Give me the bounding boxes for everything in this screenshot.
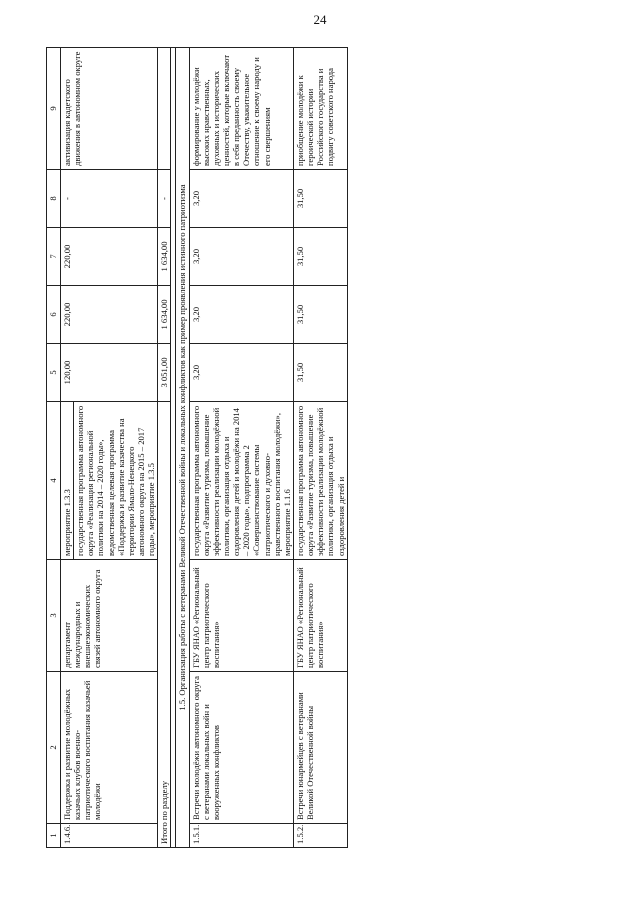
total-col9 bbox=[158, 48, 171, 170]
value-col7: 31,50 bbox=[293, 228, 347, 286]
total-col5: 3 051,00 bbox=[158, 344, 171, 402]
program-text: государственная программа автономного округа «Развитие туризма, повышение эффективности реализации молодёжной политики, организация отдыха и оздоровления детей и молодёжи на 2014 – 2020 годы», подпрограмма 2 «Совершенствование системы патриотического и духовно-нравственного воспитания молодёжи», мероприятие 1.1.6 bbox=[189, 402, 293, 560]
col-header-2: 2 bbox=[47, 672, 61, 824]
program-text: государственная программа автономного округа «Развитие туризма, повышение эффективности реализации молодёжной политики, организация отдыха и оздоровления детей и bbox=[293, 402, 347, 560]
col-header-8: 8 bbox=[47, 170, 61, 228]
program-text: государственная программа автономного округа «Реализация региональной политики на 2014 – 2020 годы», ведомственная целевая программа «Поддержка и развитие казачества на территории Ямало-Ненецкого автономного округа на 2015 – 2017 годы», мероприятие 1.3.5 bbox=[75, 405, 157, 556]
col-header-3: 3 bbox=[47, 560, 61, 672]
section-title: 1.5. Организация работы с ветеранами Великой Отечественной войны и локальных конфликтов как пример проявления истинного патриотизма bbox=[176, 48, 189, 848]
expected-result: активизация кадетского движения в автономном округе bbox=[61, 48, 158, 170]
row-number: 1.5.2. bbox=[293, 824, 347, 848]
col-header-5: 5 bbox=[47, 344, 61, 402]
total-col6: 1 634,00 bbox=[158, 286, 171, 344]
value-col5: 31,50 bbox=[293, 344, 347, 402]
section-title-row bbox=[176, 48, 189, 848]
executor: ГБУ ЯНАО «Региональный центр патриотического воспитания» bbox=[293, 560, 347, 672]
executor: ГБУ ЯНАО «Региональный центр патриотического воспитания» bbox=[189, 560, 293, 672]
program-table bbox=[46, 47, 348, 848]
executor: департамент международных и внешнеэкономических связей автономного округа bbox=[61, 560, 158, 672]
value-col8: - bbox=[61, 170, 158, 228]
col-header-6: 6 bbox=[47, 286, 61, 344]
expected-result: формирование у молодёжи высоких нравственных, духовных и исторических ценностей, которые включают в себя преданность своему Отечеству, уважительное отношение к своему народу и его свершениям bbox=[189, 48, 293, 170]
table-row-1-4-6 bbox=[61, 48, 158, 848]
value-col8: 3,20 bbox=[189, 170, 293, 228]
col-header-4: 4 bbox=[47, 402, 61, 560]
row-number: 1.4.6. bbox=[61, 824, 158, 848]
value-col6: 3,20 bbox=[189, 286, 293, 344]
program-cell bbox=[61, 402, 158, 560]
value-col7: 220,00 bbox=[61, 228, 158, 286]
col-header-7: 7 bbox=[47, 228, 61, 286]
expected-result: приобщение молодёжи к героической истории Российского государства и подвигу советского народа bbox=[293, 48, 347, 170]
value-col7: 3,20 bbox=[189, 228, 293, 286]
rotated-table-container bbox=[46, 48, 594, 848]
value-col6: 220,00 bbox=[61, 286, 158, 344]
table-row-1-5-2 bbox=[293, 48, 347, 848]
activity-name: Встречи юнармейцев с ветеранами Великой Отечественной войны bbox=[293, 672, 347, 824]
col-header-9: 9 bbox=[47, 48, 61, 170]
row-number: 1.5.1. bbox=[189, 824, 293, 848]
total-col8: - bbox=[158, 170, 171, 228]
header-row bbox=[47, 48, 61, 848]
col-header-1: 1 bbox=[47, 824, 61, 848]
program-head: мероприятие 1.3.3 bbox=[62, 402, 74, 559]
activity-name: Встречи молодёжи автономного округа с ветеранами локальных войн и вооруженных конфликтов bbox=[189, 672, 293, 824]
section-total-row bbox=[158, 48, 171, 848]
table-row-1-5-1 bbox=[189, 48, 293, 848]
section-total-label: Итого по разделу bbox=[158, 402, 171, 848]
page-number: 24 bbox=[313, 12, 327, 27]
value-col6: 31,50 bbox=[293, 286, 347, 344]
value-col5: 120,00 bbox=[61, 344, 158, 402]
value-col5: 3,20 bbox=[189, 344, 293, 402]
value-col8: 31,50 bbox=[293, 170, 347, 228]
activity-name: Поддержка и развитие молодёжных казачьих клубов военно-патриотического воспитания казачьей молодёжи bbox=[61, 672, 158, 824]
total-col7: 1 634,00 bbox=[158, 228, 171, 286]
